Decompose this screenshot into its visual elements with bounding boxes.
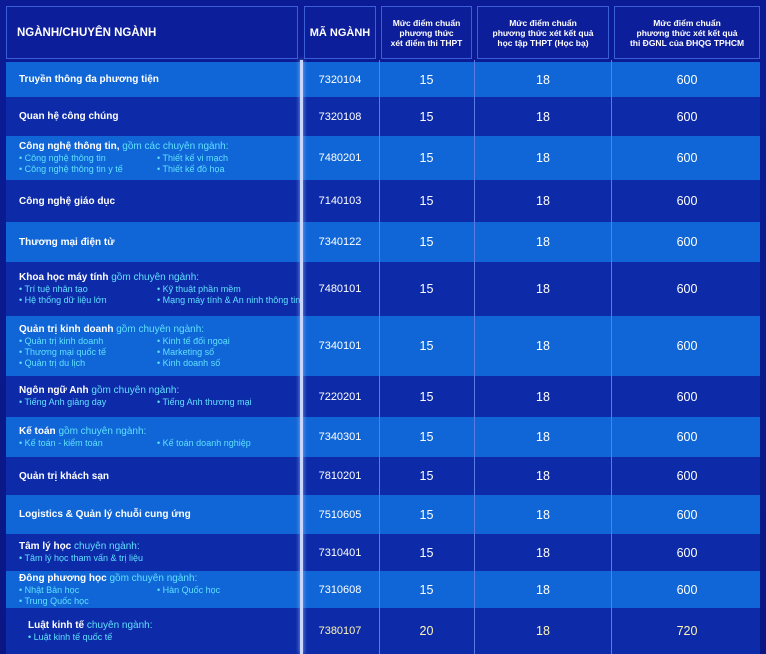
score-thpt: 15 bbox=[419, 109, 434, 124]
major-code: 7480201 bbox=[318, 152, 362, 164]
specialization-item: • Quản trị du lịch bbox=[19, 357, 86, 368]
score-hocba: 18 bbox=[536, 339, 550, 353]
major-cell bbox=[6, 534, 298, 571]
specialization-item: • Công nghệ thông tin y tế bbox=[19, 164, 123, 174]
major-cell bbox=[6, 136, 298, 180]
table-row bbox=[6, 136, 760, 180]
score-thpt: 15 bbox=[419, 430, 434, 444]
specialization-item: • Tâm lý học tham vấn & trị liệu bbox=[19, 553, 144, 563]
specialization-list bbox=[19, 438, 251, 449]
specialization-item: • Marketing số bbox=[157, 346, 215, 357]
score-hocba: 18 bbox=[536, 545, 550, 560]
major-cell bbox=[6, 417, 298, 457]
specialization-item: • Thiết kế vi mạch bbox=[157, 153, 229, 163]
specialization-list bbox=[19, 284, 300, 306]
score-thpt: 15 bbox=[419, 282, 434, 296]
major-code: 7340122 bbox=[318, 236, 362, 248]
table-header bbox=[6, 6, 760, 59]
major-cell bbox=[6, 316, 298, 376]
major-cell bbox=[6, 608, 298, 654]
specialization-item: • Kinh doanh số bbox=[157, 357, 221, 368]
specialization-list bbox=[28, 632, 166, 643]
score-hocba: 18 bbox=[536, 235, 550, 249]
major-code: 7310608 bbox=[318, 583, 362, 596]
score-thpt: 15 bbox=[419, 582, 434, 597]
specialization-item: • Nhật Bản học bbox=[19, 584, 80, 595]
score-hocba: 18 bbox=[536, 624, 550, 638]
major-title: Công nghệ thông tin, gồm các chuyên ngành: bbox=[19, 141, 229, 152]
score-hocba: 18 bbox=[536, 507, 550, 522]
table-row bbox=[6, 608, 760, 654]
header-score-hocba: Mức điểm chuẩn phương thức xét kết quả học tập THPT (Học bạ) bbox=[477, 6, 609, 59]
specialization-list bbox=[19, 585, 220, 607]
score-hocba: 18 bbox=[536, 389, 550, 404]
header-score-thpt: Mức điểm chuẩn phương thức xét điểm thi THPT bbox=[381, 6, 472, 59]
score-hocba: 18 bbox=[536, 282, 550, 296]
specialization-item: • Tiếng Anh giảng dạy bbox=[19, 397, 107, 407]
score-hocba: 18 bbox=[536, 430, 550, 444]
major-code: 7810201 bbox=[318, 470, 362, 482]
score-hocba: 18 bbox=[536, 582, 550, 597]
major-cell bbox=[6, 495, 298, 534]
score-dgnl: 600 bbox=[676, 235, 698, 249]
header-score-dgnl: Mức điểm chuẩn phương thức xét kết quả thi ĐGNL của ĐHQG TPHCM bbox=[614, 6, 760, 59]
header-code: MÃ NGÀNH bbox=[304, 6, 376, 59]
specialization-list bbox=[19, 336, 230, 369]
major-code: 7480101 bbox=[318, 283, 362, 295]
major-code: 7340301 bbox=[318, 431, 362, 443]
major-cell bbox=[6, 376, 298, 417]
major-cell bbox=[6, 62, 298, 97]
score-hocba: 18 bbox=[536, 72, 550, 87]
specialization-item: • Hàn Quốc học bbox=[157, 584, 221, 595]
specialization-item: • Hệ thống dữ liệu lớn bbox=[19, 295, 107, 305]
score-thpt: 15 bbox=[419, 339, 434, 353]
major-code: 7510605 bbox=[318, 508, 362, 521]
score-hocba: 18 bbox=[536, 469, 550, 483]
score-dgnl: 600 bbox=[676, 339, 698, 353]
table-row bbox=[6, 222, 760, 262]
specialization-item: • Quản trị kinh doanh bbox=[19, 335, 104, 346]
score-dgnl: 600 bbox=[676, 430, 698, 444]
specialization-list bbox=[19, 553, 157, 564]
column-divider bbox=[474, 60, 475, 654]
specialization-item: • Kỹ thuật phần mềm bbox=[157, 284, 241, 294]
specialization-item: • Mạng máy tính & An ninh thông tin bbox=[157, 295, 301, 305]
major-cell bbox=[6, 571, 298, 608]
specialization-item: • Thương mại quốc tế bbox=[19, 346, 106, 357]
table-row bbox=[6, 97, 760, 136]
column-divider bbox=[300, 60, 303, 654]
table-row bbox=[6, 534, 760, 571]
major-title: Đông phương học gồm chuyên ngành: bbox=[19, 572, 198, 584]
major-title: Tâm lý học chuyên ngành: bbox=[19, 541, 140, 552]
major-title: Công nghệ giáo dục bbox=[19, 195, 116, 207]
score-dgnl: 600 bbox=[676, 469, 698, 483]
major-code: 7220201 bbox=[318, 390, 362, 403]
score-dgnl: 600 bbox=[676, 545, 698, 560]
column-divider bbox=[611, 60, 612, 654]
major-cell bbox=[6, 457, 298, 495]
table-row bbox=[6, 316, 760, 376]
score-thpt: 15 bbox=[419, 545, 434, 560]
major-code: 7340101 bbox=[318, 340, 362, 352]
column-divider bbox=[379, 60, 380, 654]
score-hocba: 18 bbox=[536, 109, 550, 124]
score-thpt: 15 bbox=[419, 235, 434, 249]
score-hocba: 18 bbox=[536, 151, 550, 165]
score-dgnl: 600 bbox=[676, 282, 698, 296]
major-cell bbox=[6, 262, 301, 316]
major-title: Thương mại điện tử bbox=[19, 236, 115, 248]
major-code: 7320108 bbox=[318, 110, 362, 123]
table-row bbox=[6, 417, 760, 457]
major-title: Quản trị kinh doanh gồm chuyên ngành: bbox=[19, 323, 205, 335]
table-row bbox=[6, 376, 760, 417]
score-hocba: 18 bbox=[536, 194, 550, 208]
score-dgnl: 600 bbox=[676, 582, 698, 597]
table-row bbox=[6, 571, 760, 608]
specialization-list bbox=[19, 397, 252, 408]
table-row bbox=[6, 180, 760, 222]
major-title: Logistics & Quản lý chuỗi cung ứng bbox=[19, 509, 191, 520]
score-thpt: 15 bbox=[419, 194, 434, 208]
major-title: Truyền thông đa phương tiện bbox=[19, 74, 159, 85]
score-thpt: 15 bbox=[419, 469, 434, 483]
score-thpt: 15 bbox=[419, 72, 434, 87]
score-dgnl: 600 bbox=[676, 507, 698, 522]
major-cell bbox=[6, 222, 298, 262]
table-row bbox=[6, 457, 760, 495]
major-title: Ngôn ngữ Anh gồm chuyên ngành: bbox=[19, 385, 180, 396]
major-code: 7310401 bbox=[318, 546, 362, 559]
table-row bbox=[6, 495, 760, 534]
major-title: Luật kinh tế chuyên ngành: bbox=[28, 619, 153, 631]
specialization-item: • Trí tuệ nhân tạo bbox=[19, 284, 88, 294]
major-cell bbox=[6, 97, 298, 136]
major-title: Quản trị khách sạn bbox=[19, 470, 110, 482]
specialization-item: • Tiếng Anh thương mại bbox=[157, 397, 252, 407]
major-code: 7380107 bbox=[318, 625, 362, 637]
score-thpt: 20 bbox=[419, 624, 434, 638]
score-thpt: 15 bbox=[419, 151, 434, 165]
score-dgnl: 600 bbox=[676, 194, 698, 208]
major-code: 7320104 bbox=[318, 73, 362, 86]
score-thpt: 15 bbox=[419, 389, 434, 404]
specialization-item: • Kế toán doanh nghiệp bbox=[157, 437, 251, 448]
table-row bbox=[6, 62, 760, 97]
specialization-item: • Trung Quốc học bbox=[19, 595, 89, 606]
major-title: Kế toán gồm chuyên ngành: bbox=[19, 425, 147, 437]
specialization-item: • Kinh tế đối ngoại bbox=[157, 335, 230, 346]
score-dgnl: 720 bbox=[676, 624, 698, 638]
specialization-item: • Luật kinh tế quốc tế bbox=[28, 631, 113, 642]
specialization-item: • Kế toán - kiểm toán bbox=[19, 437, 103, 448]
score-dgnl: 600 bbox=[676, 72, 698, 87]
score-dgnl: 600 bbox=[676, 151, 698, 165]
score-dgnl: 600 bbox=[676, 389, 698, 404]
score-dgnl: 600 bbox=[676, 109, 698, 124]
specialization-item: • Thiết kế đồ họa bbox=[157, 164, 225, 174]
specialization-list bbox=[19, 153, 229, 175]
specialization-item: • Công nghệ thông tin bbox=[19, 153, 106, 163]
major-cell bbox=[6, 180, 298, 222]
major-title: Quan hệ công chúng bbox=[19, 111, 119, 122]
major-title: Khoa học máy tính gồm chuyên ngành: bbox=[19, 272, 200, 283]
header-major: NGÀNH/CHUYÊN NGÀNH bbox=[6, 6, 298, 59]
major-code: 7140103 bbox=[318, 195, 362, 207]
table-row bbox=[6, 262, 760, 316]
score-thpt: 15 bbox=[419, 507, 434, 522]
